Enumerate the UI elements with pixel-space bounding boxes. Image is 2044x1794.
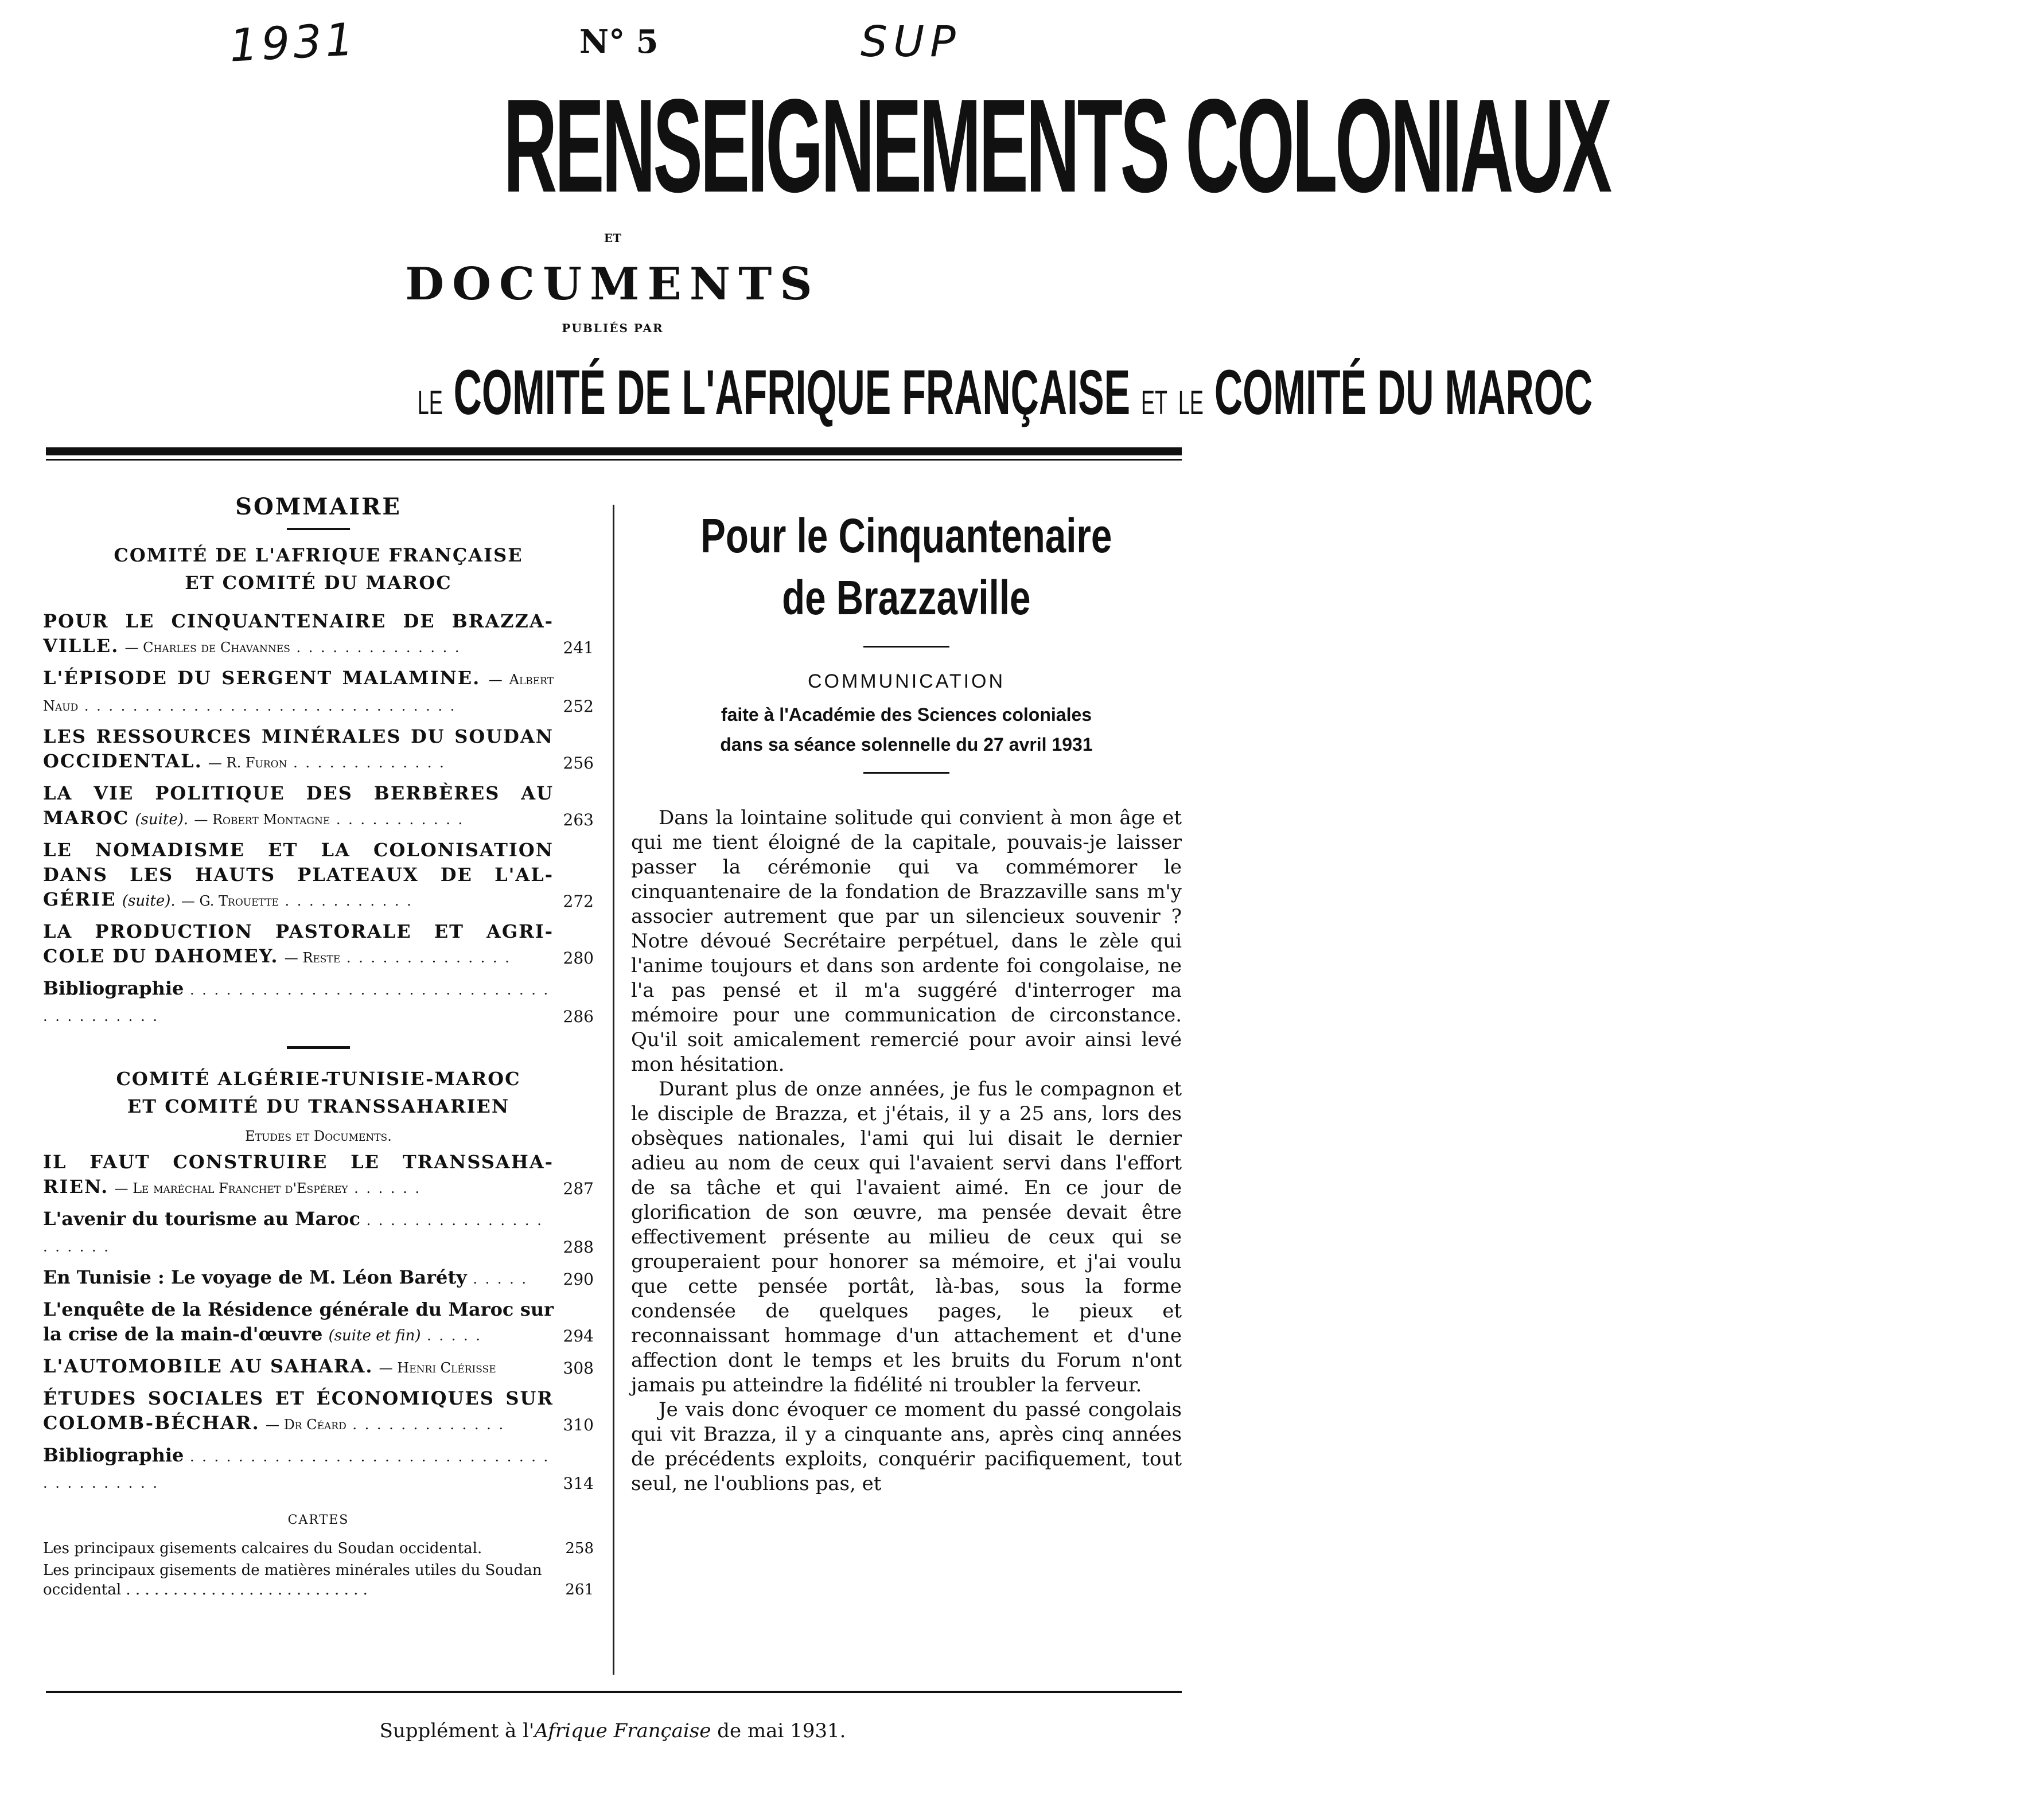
section2-heading: COMITÉ ALGÉRIE-TUNISIE-MAROC ET COMITÉ DU TRANSSAHARIEN bbox=[116, 1068, 521, 1117]
paragraph: Dans la lointaine solitude qui convient à mon âge et qui me tient éloigné de la capitale, pouvais-je laisser passer la cérémonie qui va commémorer le cinquantenaire de la fondation de Brazzaville sans m'y associer autrement que par un silencieux souvenir ? Notre dévoué Secrétaire perpétuel, dans le zèle qui l'anime toujours et dans son ardente foi congolaise, ne l'a pas pensé et il m'a suggéré d'interroger ma mémoire pour une communication de circonstance. Qu'il soit amicalement remercié pour avoir ainsi levé mon hésitation. bbox=[631, 806, 1182, 1076]
divider bbox=[863, 646, 949, 648]
toc-entry[interactable]: L'ÉPISODE DU SERGENT MALAMINE. — Albert Naud . . . . . . . . . . . . . . . . . . . . . . . . . . . . . . . 252 bbox=[43, 667, 594, 716]
toc-entry[interactable]: POUR LE CINQUANTENAIRE DE BRAZZA-VILLE. — Charles de Chavannes . . . . . . . . . . . . . . 241 bbox=[43, 610, 594, 657]
sommaire-column bbox=[43, 493, 594, 1602]
divider bbox=[287, 528, 350, 530]
masthead-documents: DOCUMENTS bbox=[405, 258, 820, 310]
article-communication: COMMUNICATION bbox=[807, 670, 1006, 692]
toc-entry[interactable]: LES RESSOURCES MINÉRALES DU SOUDAN OCCIDENTAL. — R. Furon . . . . . . . . . . . . . 256 bbox=[43, 726, 594, 773]
toc-entry[interactable]: LE NOMADISME ET LA COLONISATION DANS LES HAUTS PLATEAUX DE L'AL-GÉRIE (suite). — G. Trouette . . . . . . . . . . . 272 bbox=[43, 839, 594, 911]
toc-section1 bbox=[43, 609, 594, 1029]
footer-rule bbox=[46, 1691, 1182, 1693]
toc-entry[interactable]: Bibliographie . . . . . . . . . . . . . . . . . . . . . . . . . . . . . . . . . . . . . . . . 286 bbox=[43, 977, 594, 1026]
masthead-title: RENSEIGNEMENTS COLONIAUX bbox=[503, 72, 1610, 220]
handwritten-year: 1931 bbox=[228, 14, 359, 72]
masthead-committees: LE COMITÉ DE L'AFRIQUE FRANÇAISE ET LE COMITÉ DU MAROC bbox=[417, 357, 1593, 428]
committee-afrique: COMITÉ DE L'AFRIQUE FRANÇAISE bbox=[453, 357, 1131, 428]
article-column bbox=[631, 505, 1182, 1496]
toc-entry[interactable]: L'enquête de la Résidence générale du Maroc sur la crise de la main-d'œuvre (suite et fin) . . . . . 294 bbox=[43, 1298, 594, 1346]
sommaire-heading: SOMMAIRE bbox=[235, 493, 402, 520]
footer-journal: Afrique Française bbox=[534, 1719, 711, 1742]
toc-entry[interactable]: Bibliographie . . . . . . . . . . . . . . . . . . . . . . . . . . . . . . . . . . . . . . . . 314 bbox=[43, 1444, 594, 1493]
divider bbox=[863, 772, 949, 774]
divider bbox=[287, 1046, 350, 1049]
toc-entry[interactable]: L'avenir du tourisme au Maroc . . . . . . . . . . . . . . . . . . . . . 288 bbox=[43, 1208, 594, 1257]
section2-subheading: Etudes et Documents. bbox=[245, 1128, 392, 1144]
paragraph: Durant plus de onze années, je fus le compagnon et le disciple de Brazza, et j'étais, il y a 25 ans, lors des obsèques nationales, l'ami qui lui disait le dernier adieu au nom de ceux qui l'avaient servi dans l'effort de sa tâche et qui l'avaient aimé. En ce jour de glorification de son œuvre, ma pensée devait être effectivement présente au milieu de ceux qui se grouperaient pour honorer sa mémoire, et j'ai voulu que cette pensée portât, là-bas, sous la forme condensée de quelques pages, le pieux et reconnaissant hommage d'un attachement et d'une affection dont le temps et les bruits du Forum n'ont jamais pu atteindre la fidélité ni troubler la ferveur. bbox=[631, 1078, 1182, 1397]
footer: Supplément à l'Afrique Française de mai 1931. bbox=[379, 1719, 846, 1742]
article-subtitle: faite à l'Académie des Sciences coloniales dans sa séance solennelle du 27 avril 1931 bbox=[720, 704, 1093, 755]
toc-entry[interactable]: ÉTUDES SOCIALES ET ÉCONOMIQUES SUR COLOMB-BÉCHAR. — Dr Céard . . . . . . . . . . . . . 310 bbox=[43, 1387, 594, 1434]
paragraph: Je vais donc évoquer ce moment du passé congolais qui vit Brazza, il y a cinquante ans, après cinq années de précédents exploits, conquérir pacifiquement, tout seul, ne l'oublions pas, et bbox=[631, 1398, 1182, 1495]
section1-heading: COMITÉ DE L'AFRIQUE FRANÇAISE ET COMITÉ DU MAROC bbox=[114, 544, 523, 594]
masthead-rule bbox=[46, 447, 1182, 455]
toc-section2 bbox=[43, 1150, 594, 1496]
toc-entry[interactable]: IL FAUT CONSTRUIRE LE TRANSSAHA-RIEN. — Le maréchal Franchet d'Espérey . . . . . . 287 bbox=[43, 1151, 594, 1198]
article-title-line1: Pour le Cinquantenaire bbox=[700, 509, 1112, 563]
issue-number: N° 5 bbox=[579, 23, 659, 61]
toc-entry[interactable]: L'AUTOMOBILE AU SAHARA. — Henri Clérisse 308 bbox=[43, 1355, 594, 1378]
carte-entry[interactable]: Les principaux gisements de matières minérales utiles du Soudan occidental . . . . . . . . . . . . . . . . . . . . . . . . . . 261 bbox=[43, 1562, 594, 1598]
toc-entry[interactable]: LA VIE POLITIQUE DES BERBÈRES AU MAROC (suite). — Robert Montagne . . . . . . . . . . . 263 bbox=[43, 782, 594, 829]
masthead-et: ET bbox=[604, 231, 622, 245]
committee-maroc: COMITÉ DU MAROC bbox=[1214, 357, 1593, 428]
carte-entry[interactable]: Les principaux gisements calcaires du Soudan occidental. 258 bbox=[43, 1540, 594, 1557]
masthead-rule-thin bbox=[46, 459, 1182, 461]
article-body bbox=[631, 806, 1182, 1496]
toc-entry[interactable]: LA PRODUCTION PASTORALE ET AGRI-COLE DU DAHOMEY. — Reste . . . . . . . . . . . . . . 280 bbox=[43, 921, 594, 968]
column-divider bbox=[613, 505, 614, 1675]
masthead-publies-par: PUBLIÉS PAR bbox=[562, 321, 664, 335]
handwritten-sup: SUP bbox=[861, 17, 961, 67]
article-title-line2: de Brazzaville bbox=[782, 571, 1031, 625]
cartes-heading: CARTES bbox=[287, 1513, 349, 1527]
toc-entry[interactable]: En Tunisie : Le voyage de M. Léon Baréty . . . . . 290 bbox=[43, 1266, 594, 1289]
